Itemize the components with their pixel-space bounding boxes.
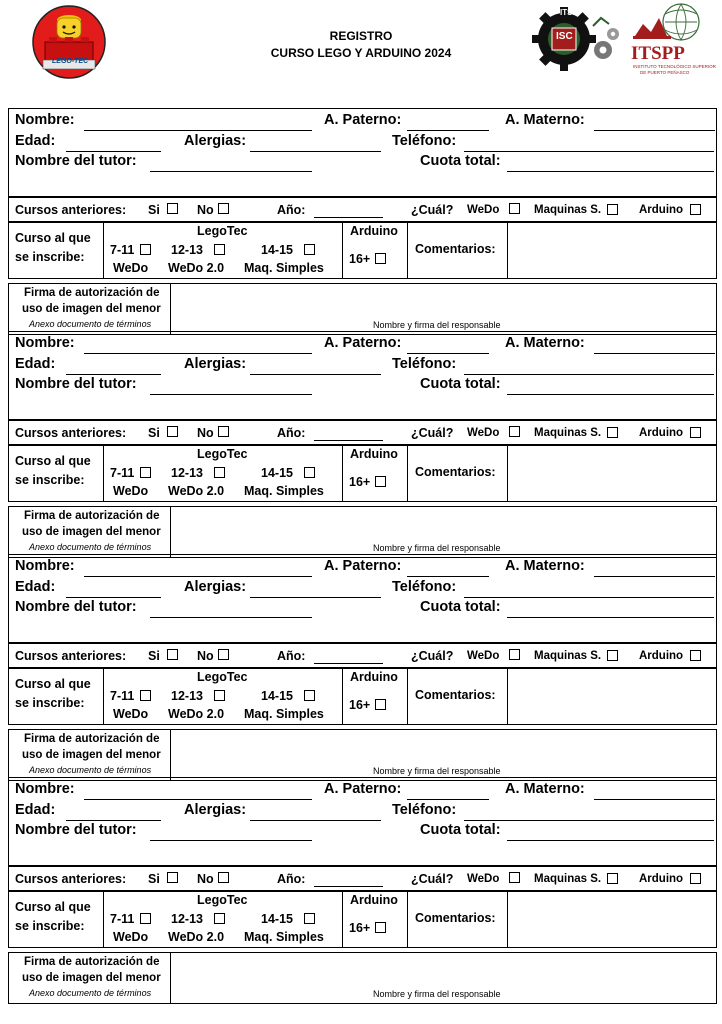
cursos-anteriores-label: Cursos anteriores:	[15, 203, 127, 217]
title-line-curso: CURSO LEGO Y ARDUINO 2024	[270, 46, 452, 60]
edad-field[interactable]	[66, 597, 161, 598]
si-checkbox[interactable]	[167, 872, 178, 883]
a-materno-field[interactable]	[594, 353, 715, 354]
edad-label: Edad:	[15, 802, 56, 818]
arduino-option-checkbox[interactable]	[690, 204, 701, 215]
no-checkbox[interactable]	[218, 426, 229, 437]
registration-block-4	[8, 777, 717, 1009]
wedo-option-checkbox[interactable]	[509, 426, 520, 437]
age-7-11-checkbox[interactable]	[140, 244, 151, 255]
alergias-field[interactable]	[250, 820, 381, 821]
si-checkbox[interactable]	[167, 203, 178, 214]
age-12-13-checkbox[interactable]	[214, 913, 225, 924]
a-paterno-label: A. Paterno:	[324, 112, 402, 128]
authorization-section	[8, 506, 717, 558]
responsable-caption: Nombre y firma del responsable	[373, 543, 501, 553]
registration-block-1	[8, 108, 717, 340]
isc-arc-text: ITSPP	[560, 8, 584, 17]
comentarios-field[interactable]	[509, 893, 714, 945]
arduino-option-label: Arduino	[639, 204, 684, 216]
no-checkbox[interactable]	[218, 872, 229, 883]
previous-courses-section	[8, 642, 717, 669]
nombre-field[interactable]	[84, 576, 312, 577]
wedo20-course-label: WeDo 2.0	[168, 930, 225, 944]
firma-field[interactable]	[172, 286, 714, 318]
isc-logo-text: ISC	[556, 31, 573, 42]
telefono-label: Teléfono:	[392, 133, 457, 149]
curso-label-line1: Curso al que	[15, 900, 91, 914]
maquinas-option-label: Maquinas S.	[534, 873, 602, 885]
legotec-label: LegoTec	[197, 893, 248, 907]
age-16-checkbox[interactable]	[375, 699, 386, 710]
responsable-caption: Nombre y firma del responsable	[373, 989, 501, 999]
arduino-option-checkbox[interactable]	[690, 873, 701, 884]
age-14-15-checkbox[interactable]	[304, 690, 315, 701]
age-12-13-checkbox[interactable]	[214, 467, 225, 478]
si-label: Si	[148, 872, 160, 886]
cuota-total-label: Cuota total:	[420, 599, 501, 615]
ano-label: Año:	[277, 426, 306, 440]
firma-label-line1: Firma de autorización de	[24, 510, 160, 522]
age-7-11-checkbox[interactable]	[140, 690, 151, 701]
comentarios-label: Comentarios:	[415, 688, 496, 702]
firma-field[interactable]	[172, 509, 714, 541]
wedo20-course-label: WeDo 2.0	[168, 707, 225, 721]
age-7-11-checkbox[interactable]	[140, 913, 151, 924]
divider	[170, 953, 171, 1003]
age-16-label: 16+	[349, 698, 371, 712]
comentarios-label: Comentarios:	[415, 911, 496, 925]
wedo-option-checkbox[interactable]	[509, 872, 520, 883]
age-7-11-checkbox[interactable]	[140, 467, 151, 478]
anexo-note: Anexo documento de términos	[29, 988, 152, 998]
cuota-total-label: Cuota total:	[420, 822, 501, 838]
wedo-course-label: WeDo	[113, 484, 149, 498]
curso-label-line2: se inscribe:	[15, 473, 85, 487]
course-selection-section	[8, 890, 717, 948]
nombre-tutor-label: Nombre del tutor:	[15, 153, 137, 169]
curso-label-line1: Curso al que	[15, 454, 91, 468]
comentarios-field[interactable]	[509, 224, 714, 276]
age-14-15-label: 14-15	[261, 689, 293, 703]
alergias-field[interactable]	[250, 374, 381, 375]
wedo-option-label: WeDo	[467, 427, 500, 439]
telefono-field[interactable]	[464, 374, 714, 375]
firma-label-line1: Firma de autorización de	[24, 287, 160, 299]
authorization-section	[8, 729, 717, 781]
age-12-13-label: 12-13	[171, 689, 203, 703]
previous-courses-section	[8, 196, 717, 223]
edad-field[interactable]	[66, 151, 161, 152]
si-label: Si	[148, 426, 160, 440]
responsable-caption: Nombre y firma del responsable	[373, 320, 501, 330]
lego-tec-logo-text: LEGO-TEC	[52, 58, 89, 65]
alergias-field[interactable]	[250, 597, 381, 598]
ano-label: Año:	[277, 203, 306, 217]
curso-label-line2: se inscribe:	[15, 696, 85, 710]
age-14-15-checkbox[interactable]	[304, 913, 315, 924]
nombre-field[interactable]	[84, 130, 312, 131]
age-7-11-label: 7-11	[110, 912, 135, 926]
a-materno-field[interactable]	[594, 576, 715, 577]
wedo20-course-label: WeDo 2.0	[168, 484, 225, 498]
si-checkbox[interactable]	[167, 649, 178, 660]
telefono-field[interactable]	[464, 820, 714, 821]
cuota-total-field[interactable]	[507, 394, 714, 395]
firma-label-line2: uso de imagen del menor	[22, 526, 161, 538]
divider	[103, 445, 104, 501]
a-materno-label: A. Materno:	[505, 558, 585, 574]
arduino-option-checkbox[interactable]	[690, 427, 701, 438]
course-selection-section	[8, 444, 717, 502]
comentarios-field[interactable]	[509, 670, 714, 722]
divider	[170, 284, 171, 334]
nombre-tutor-field[interactable]	[150, 394, 312, 395]
arduino-course-label: Arduino	[350, 224, 398, 238]
telefono-label: Teléfono:	[392, 802, 457, 818]
si-checkbox[interactable]	[167, 426, 178, 437]
age-16-checkbox[interactable]	[375, 922, 386, 933]
arduino-option-label: Arduino	[639, 650, 684, 662]
wedo-option-label: WeDo	[467, 204, 500, 216]
divider	[407, 891, 408, 947]
cursos-anteriores-label: Cursos anteriores:	[15, 426, 127, 440]
a-paterno-label: A. Paterno:	[324, 335, 402, 351]
ano-field[interactable]	[314, 217, 383, 218]
cuota-total-label: Cuota total:	[420, 376, 501, 392]
divider	[342, 668, 343, 724]
arduino-course-label: Arduino	[350, 447, 398, 461]
comentarios-label: Comentarios:	[415, 242, 496, 256]
ano-field[interactable]	[314, 663, 383, 664]
page-title	[230, 28, 492, 62]
firma-label-line2: uso de imagen del menor	[22, 303, 161, 315]
curso-label-line2: se inscribe:	[15, 919, 85, 933]
age-14-15-label: 14-15	[261, 912, 293, 926]
age-14-15-checkbox[interactable]	[304, 244, 315, 255]
ano-field[interactable]	[314, 440, 383, 441]
divider	[342, 222, 343, 278]
legotec-label: LegoTec	[197, 670, 248, 684]
curso-label-line2: se inscribe:	[15, 250, 85, 264]
wedo-option-label: WeDo	[467, 650, 500, 662]
legotec-label: LegoTec	[197, 224, 248, 238]
alergias-label: Alergias:	[184, 356, 247, 372]
maquinas-option-label: Maquinas S.	[534, 204, 602, 216]
cuota-total-label: Cuota total:	[420, 153, 501, 169]
responsable-caption: Nombre y firma del responsable	[373, 766, 501, 776]
divider	[407, 445, 408, 501]
age-12-13-checkbox[interactable]	[214, 244, 225, 255]
divider	[342, 891, 343, 947]
divider	[103, 668, 104, 724]
cual-label: ¿Cuál?	[411, 649, 454, 663]
cuota-total-field[interactable]	[507, 171, 714, 172]
anexo-note: Anexo documento de términos	[29, 765, 152, 775]
maq-simples-course-label: Maq. Simples	[244, 930, 324, 944]
anexo-note: Anexo documento de términos	[29, 319, 152, 329]
itspp-logo-text: ITSPP	[631, 43, 685, 64]
divider	[507, 222, 508, 278]
wedo20-course-label: WeDo 2.0	[168, 261, 225, 275]
page-header	[0, 0, 722, 100]
authorization-section	[8, 952, 717, 1004]
age-7-11-label: 7-11	[110, 243, 135, 257]
a-paterno-field[interactable]	[407, 353, 489, 354]
maq-simples-course-label: Maq. Simples	[244, 261, 324, 275]
cual-label: ¿Cuál?	[411, 872, 454, 886]
ano-label: Año:	[277, 649, 306, 663]
firma-label-line2: uso de imagen del menor	[22, 972, 161, 984]
no-checkbox[interactable]	[218, 649, 229, 660]
nombre-tutor-label: Nombre del tutor:	[15, 599, 137, 615]
telefono-field[interactable]	[464, 597, 714, 598]
alergias-label: Alergias:	[184, 579, 247, 595]
telefono-label: Teléfono:	[392, 579, 457, 595]
age-12-13-label: 12-13	[171, 466, 203, 480]
comentarios-label: Comentarios:	[415, 465, 496, 479]
age-16-label: 16+	[349, 475, 371, 489]
student-info-section	[8, 554, 717, 644]
authorization-section	[8, 283, 717, 335]
nombre-label: Nombre:	[15, 781, 75, 797]
nombre-tutor-field[interactable]	[150, 617, 312, 618]
student-info-section	[8, 108, 717, 198]
no-label: No	[197, 872, 214, 886]
wedo-option-checkbox[interactable]	[509, 649, 520, 660]
no-label: No	[197, 426, 214, 440]
edad-label: Edad:	[15, 133, 56, 149]
alergias-label: Alergias:	[184, 133, 247, 149]
legotec-label: LegoTec	[197, 447, 248, 461]
previous-courses-section	[8, 865, 717, 892]
si-label: Si	[148, 203, 160, 217]
lego-tec-logo	[29, 4, 109, 80]
cual-label: ¿Cuál?	[411, 203, 454, 217]
divider	[507, 891, 508, 947]
age-12-13-label: 12-13	[171, 243, 203, 257]
itspp-subtext-1: INSTITUTO TECNOLÓGICO SUPERIOR	[633, 64, 716, 69]
maquinas-option-label: Maquinas S.	[534, 427, 602, 439]
telefono-label: Teléfono:	[392, 356, 457, 372]
firma-label-line1: Firma de autorización de	[24, 733, 160, 745]
previous-courses-section	[8, 419, 717, 446]
maquinas-option-checkbox[interactable]	[607, 650, 618, 661]
ano-label: Año:	[277, 872, 306, 886]
nombre-tutor-field[interactable]	[150, 840, 312, 841]
a-materno-field[interactable]	[594, 799, 715, 800]
age-14-15-checkbox[interactable]	[304, 467, 315, 478]
maquinas-option-checkbox[interactable]	[607, 427, 618, 438]
age-7-11-label: 7-11	[110, 466, 135, 480]
no-label: No	[197, 649, 214, 663]
edad-field[interactable]	[66, 820, 161, 821]
registration-block-2	[8, 331, 717, 563]
a-paterno-field[interactable]	[407, 799, 489, 800]
a-paterno-label: A. Paterno:	[324, 781, 402, 797]
age-16-label: 16+	[349, 921, 371, 935]
age-12-13-checkbox[interactable]	[214, 690, 225, 701]
nombre-field[interactable]	[84, 353, 312, 354]
alergias-field[interactable]	[250, 151, 381, 152]
si-label: Si	[148, 649, 160, 663]
divider	[103, 222, 104, 278]
arduino-course-label: Arduino	[350, 670, 398, 684]
age-16-checkbox[interactable]	[375, 253, 386, 264]
anexo-note: Anexo documento de términos	[29, 542, 152, 552]
nombre-label: Nombre:	[15, 558, 75, 574]
cursos-anteriores-label: Cursos anteriores:	[15, 872, 127, 886]
a-materno-label: A. Materno:	[505, 335, 585, 351]
cuota-total-field[interactable]	[507, 617, 714, 618]
a-materno-field[interactable]	[594, 130, 715, 131]
divider	[170, 507, 171, 557]
course-selection-section	[8, 221, 717, 279]
arduino-course-label: Arduino	[350, 893, 398, 907]
nombre-field[interactable]	[84, 799, 312, 800]
wedo-course-label: WeDo	[113, 707, 149, 721]
maq-simples-course-label: Maq. Simples	[244, 707, 324, 721]
student-info-section	[8, 777, 717, 867]
nombre-tutor-label: Nombre del tutor:	[15, 822, 137, 838]
age-16-label: 16+	[349, 252, 371, 266]
itspp-subtext-2: DE PUERTO PEÑASCO	[640, 70, 690, 75]
wedo-option-label: WeDo	[467, 873, 500, 885]
arduino-option-label: Arduino	[639, 873, 684, 885]
a-paterno-field[interactable]	[407, 130, 489, 131]
nombre-label: Nombre:	[15, 335, 75, 351]
divider	[507, 445, 508, 501]
cursos-anteriores-label: Cursos anteriores:	[15, 649, 127, 663]
nombre-tutor-field[interactable]	[150, 171, 312, 172]
a-paterno-label: A. Paterno:	[324, 558, 402, 574]
wedo-option-checkbox[interactable]	[509, 203, 520, 214]
curso-label-line1: Curso al que	[15, 677, 91, 691]
maquinas-option-checkbox[interactable]	[607, 873, 618, 884]
divider	[407, 222, 408, 278]
arduino-option-label: Arduino	[639, 427, 684, 439]
age-16-checkbox[interactable]	[375, 476, 386, 487]
cuota-total-field[interactable]	[507, 840, 714, 841]
edad-label: Edad:	[15, 579, 56, 595]
age-7-11-label: 7-11	[110, 689, 135, 703]
ano-field[interactable]	[314, 886, 383, 887]
a-materno-label: A. Materno:	[505, 781, 585, 797]
cual-label: ¿Cuál?	[411, 426, 454, 440]
divider	[170, 730, 171, 780]
edad-label: Edad:	[15, 356, 56, 372]
maq-simples-course-label: Maq. Simples	[244, 484, 324, 498]
maquinas-option-checkbox[interactable]	[607, 204, 618, 215]
firma-label-line2: uso de imagen del menor	[22, 749, 161, 761]
age-14-15-label: 14-15	[261, 243, 293, 257]
registration-block-3	[8, 554, 717, 786]
alergias-label: Alergias:	[184, 802, 247, 818]
firma-label-line1: Firma de autorización de	[24, 956, 160, 968]
divider	[342, 445, 343, 501]
course-selection-section	[8, 667, 717, 725]
divider	[407, 668, 408, 724]
firma-field[interactable]	[172, 955, 714, 987]
arduino-option-checkbox[interactable]	[690, 650, 701, 661]
firma-field[interactable]	[172, 732, 714, 764]
edad-field[interactable]	[66, 374, 161, 375]
wedo-course-label: WeDo	[113, 930, 149, 944]
a-paterno-field[interactable]	[407, 576, 489, 577]
curso-label-line1: Curso al que	[15, 231, 91, 245]
a-materno-label: A. Materno:	[505, 112, 585, 128]
no-checkbox[interactable]	[218, 203, 229, 214]
nombre-tutor-label: Nombre del tutor:	[15, 376, 137, 392]
divider	[507, 668, 508, 724]
divider	[103, 891, 104, 947]
age-14-15-label: 14-15	[261, 466, 293, 480]
comentarios-field[interactable]	[509, 447, 714, 499]
maquinas-option-label: Maquinas S.	[534, 650, 602, 662]
age-12-13-label: 12-13	[171, 912, 203, 926]
title-line-registro: REGISTRO	[329, 29, 393, 43]
wedo-course-label: WeDo	[113, 261, 149, 275]
telefono-field[interactable]	[464, 151, 714, 152]
nombre-label: Nombre:	[15, 112, 75, 128]
student-info-section	[8, 331, 717, 421]
no-label: No	[197, 203, 214, 217]
